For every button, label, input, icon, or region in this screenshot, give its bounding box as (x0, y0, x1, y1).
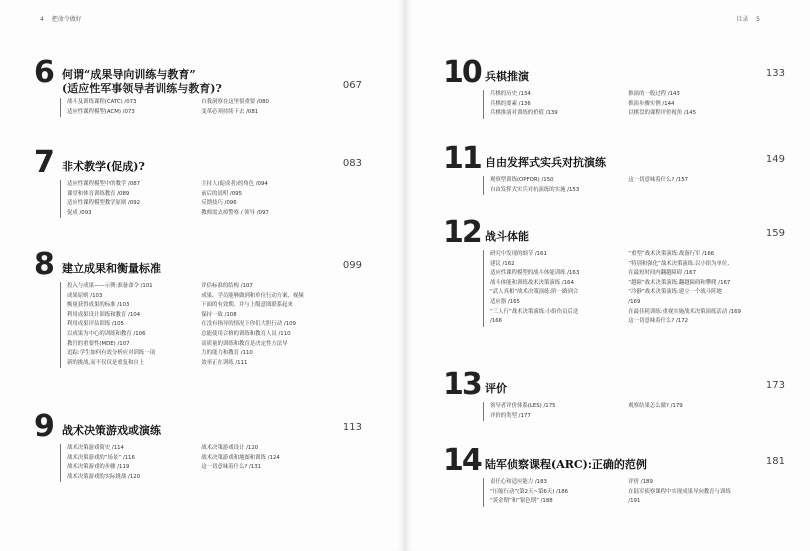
toc-entry: 在最短时间内翻越障碍 /167 (628, 270, 697, 277)
toc-entry: 战术决策游戏的“场景” /116 (67, 454, 135, 461)
toc-entry: 兵棋推演对训练的价值 /139 (490, 110, 558, 117)
page-number: 5 (756, 16, 760, 23)
chapter-page: 149 (765, 154, 785, 165)
chapter-subtitle: (适应性军事领导者训练与教育)? (62, 82, 222, 95)
toc-entry: 投入与成果——示例:准备命令 /101 (67, 283, 153, 289)
toc-entry: 在最佳耗训练:重视实施战术决策演练活动 /169 (628, 308, 741, 315)
toc-entry: 衡量获得成果的标准 /103 (67, 302, 130, 309)
chapter-entries (60, 180, 362, 218)
toc-entry: 适应性课程模型(ACM) /073 (67, 108, 135, 115)
chapter-page: 067 (342, 80, 362, 91)
chapter-entries (60, 444, 362, 482)
toc-entry: 战术决策游戏的实际挑战 /120 (67, 473, 141, 480)
toc-entry: 效率正在训练 /111 (201, 359, 248, 366)
toc-entry: 建议 /162 (490, 260, 515, 267)
toc-entry: 评估标准的结构 /107 (201, 283, 253, 289)
toc-entry: 适应器 /165 (490, 298, 520, 305)
toc-entry: 自由发挥式实兵对抗演练的实施 /153 (490, 186, 580, 193)
toc-entry: 这一切意味着什么? /172 (628, 318, 689, 325)
toc-entry: 教师需去掉警察 / 领导 /097 (201, 209, 269, 216)
toc-entry: “特别和强化”战术决策演练:以小组为单位, (628, 260, 730, 267)
toc-entry: 在没有指导的情况下你们大胆行动 /109 (201, 321, 296, 328)
toc-entry: 战术决策游戏设计 /120 (201, 445, 259, 451)
toc-entry: 观察结果怎么做? /179 (628, 403, 683, 409)
toc-entry: 推演的一般过程 /143 (628, 91, 680, 97)
chapter-title: 战术决策游戏或演练 (62, 424, 161, 437)
chapter-number: 9 (34, 409, 53, 444)
chapter-7 (34, 145, 362, 218)
chapter-number: 12 (443, 215, 481, 250)
toc-entry: 追踪:学生如何有效分析应对训练一项 (67, 350, 156, 357)
toc-entry: “压缩行动”(第2天~第6天) /186 (490, 488, 569, 495)
toc-entry: 战术决策游戏的步骤 /119 (67, 464, 130, 471)
chapter-entries (483, 402, 785, 421)
chapter-title: 何谓“成果导向训练与教育” (62, 68, 196, 81)
chapter-10 (443, 55, 785, 119)
toc-entry: 领导者评价体系(LES) /175 (490, 403, 556, 409)
toc-entry: 前后的说明 /095 (201, 190, 243, 197)
toc-entry: 责任心和适应能力 /183 (490, 479, 547, 485)
toc-entry: 利用成果设计训练和教育 /104 (67, 311, 141, 318)
toc-entry (201, 473, 362, 483)
toc-entry: /166 (490, 318, 503, 325)
toc-entry: 下面的有效期、并与上级意图联系起来 (201, 302, 293, 309)
chapter-page: 181 (765, 456, 785, 467)
toc-entry: 以棋盘的课程评价视角 /145 (628, 110, 697, 117)
toc-entry: 研究中发现的细节 /161 (490, 251, 547, 257)
toc-entry: “三人行”战术决策演练:小组伤员后送 (490, 308, 579, 315)
chapter-title: 建立成果和衡量标准 (62, 262, 161, 275)
chapter-page: 173 (765, 380, 785, 391)
chapter-number: 13 (443, 367, 481, 402)
toc-entry: 适应性课程模型中的教学 /087 (67, 181, 141, 187)
right-page (405, 0, 810, 551)
running-head-right (736, 14, 766, 23)
chapter-12 (443, 215, 785, 327)
chapter-number: 10 (443, 55, 481, 90)
toc-entry: 兵棋的历史 /134 (490, 91, 531, 97)
chapter-page: 083 (342, 158, 362, 169)
toc-entry: /191 (628, 498, 641, 505)
toc-entry: 评价 /189 (628, 479, 653, 485)
chapter-number: 14 (443, 443, 481, 478)
book-title: 把命令做好 (51, 16, 82, 23)
toc-entry: 观察型训练(OPFOR) /150 (490, 177, 554, 183)
toc-entry: 课堂和体育训练教育 /089 (67, 190, 130, 197)
toc-entry: 保持一致 /108 (201, 311, 237, 318)
chapter-9 (34, 409, 362, 482)
chapter-page: 113 (342, 422, 362, 433)
toc-entry: 在陆军侦察课程中实现成果导向教育与训练 (628, 488, 731, 495)
toc-entry: 这一切意味着什么? /157 (628, 177, 689, 183)
page-number: 4 (40, 16, 44, 23)
toc-entry: 促成 /093 (67, 209, 92, 216)
toc-entry: 适应性课程模型的战斗体能训练 /163 (490, 270, 580, 277)
chapter-entries (483, 90, 785, 119)
chapter-title: 自由发挥式实兵对抗演练 (485, 156, 606, 169)
chapter-11 (443, 141, 785, 195)
toc-entry: 战斗及训练课程(CATC) /073 (67, 99, 137, 105)
toc-entry: 战术决策游戏和地图和训练 /124 (201, 454, 280, 461)
chapter-14 (443, 443, 785, 507)
toc-entry: 高质量的训练和教育是决定性方法导 (201, 340, 288, 347)
toc-entry: 利用成果评估训练 /105 (67, 321, 124, 328)
toc-entry: 兵棋的要素 /136 (490, 100, 531, 107)
chapter-page: 159 (765, 228, 785, 239)
toc-entry: “冷静”战术决策演练:建立一个战斗阵地 (628, 289, 722, 296)
chapter-entries (60, 282, 362, 368)
toc-entry: 推演步骤实例 /144 (628, 100, 675, 107)
chapter-title: 非术教学(促成)? (62, 160, 145, 173)
running-head-left (34, 14, 82, 23)
toc-entry: 力的能力和教育 /110 (201, 350, 253, 357)
toc-entry: 评价的类型 /177 (490, 412, 531, 419)
toc-entry: “黄金期”和“银色期” /188 (490, 498, 553, 505)
toc-entry: 战术决策游戏简史 /114 (67, 445, 124, 451)
toc-entry: 反馈技巧 /096 (201, 200, 237, 207)
toc-entry: 新的挑战,而不仅仅是重复和自上 (67, 359, 145, 366)
toc-entry (628, 186, 785, 196)
chapter-number: 6 (34, 55, 53, 90)
toc-entry: /169 (628, 298, 641, 305)
chapter-8 (34, 247, 362, 368)
chapter-number: 7 (34, 145, 53, 180)
toc-entry: 变革必须持续下去 /081 (201, 108, 259, 115)
toc-entry: “越障”战术决策演练:翻越障碍和攀爬 /167 (628, 279, 731, 286)
chapter-number: 8 (34, 247, 53, 282)
chapter-entries (483, 250, 785, 327)
chapter-13 (443, 367, 785, 421)
toc-entry: 成果、学员能够做到和单位行动方案、视频 (201, 292, 304, 299)
toc-entry: 自我洞察在这里很重要 /080 (201, 99, 269, 105)
chapter-entries (483, 478, 785, 507)
chapter-6 (34, 55, 362, 117)
toc-entry (628, 412, 785, 422)
toc-entry: 总能使用合格的训练和教育人员 /110 (201, 330, 291, 337)
chapter-title: 陆军侦察课程(ARC):正确的范例 (485, 458, 647, 471)
chapter-title: 战斗体能 (485, 230, 529, 243)
chapter-entries (60, 98, 362, 117)
toc-entry: 适应性课程模型教学原则 /092 (67, 200, 141, 207)
toc-entry: 教官的重要性(MDE) /107 (67, 340, 130, 347)
toc-entry: “重型”战术决策演练:战备行军 /166 (628, 251, 715, 257)
chapter-title: 兵棋推演 (485, 70, 529, 83)
chapter-title: 评价 (485, 382, 507, 395)
chapter-page: 099 (342, 260, 362, 271)
toc-entry: 主持人(促成者)的角色 /094 (201, 181, 268, 187)
toc-entry: 战斗体能和训练战术决策演练 /164 (490, 279, 574, 286)
section-label: 目录 (736, 16, 749, 23)
chapter-page: 133 (765, 68, 785, 79)
chapter-entries (483, 176, 785, 195)
toc-entry: 以成果为中心的训练和教育 /106 (67, 330, 146, 337)
toc-entry: “武人真相”战术决策演练:阶一路到合 (490, 289, 579, 296)
toc-entry: 成果原则 /103 (67, 292, 103, 299)
toc-entry: 这一切意味着什么? /131 (201, 464, 262, 471)
chapter-number: 11 (443, 141, 481, 176)
